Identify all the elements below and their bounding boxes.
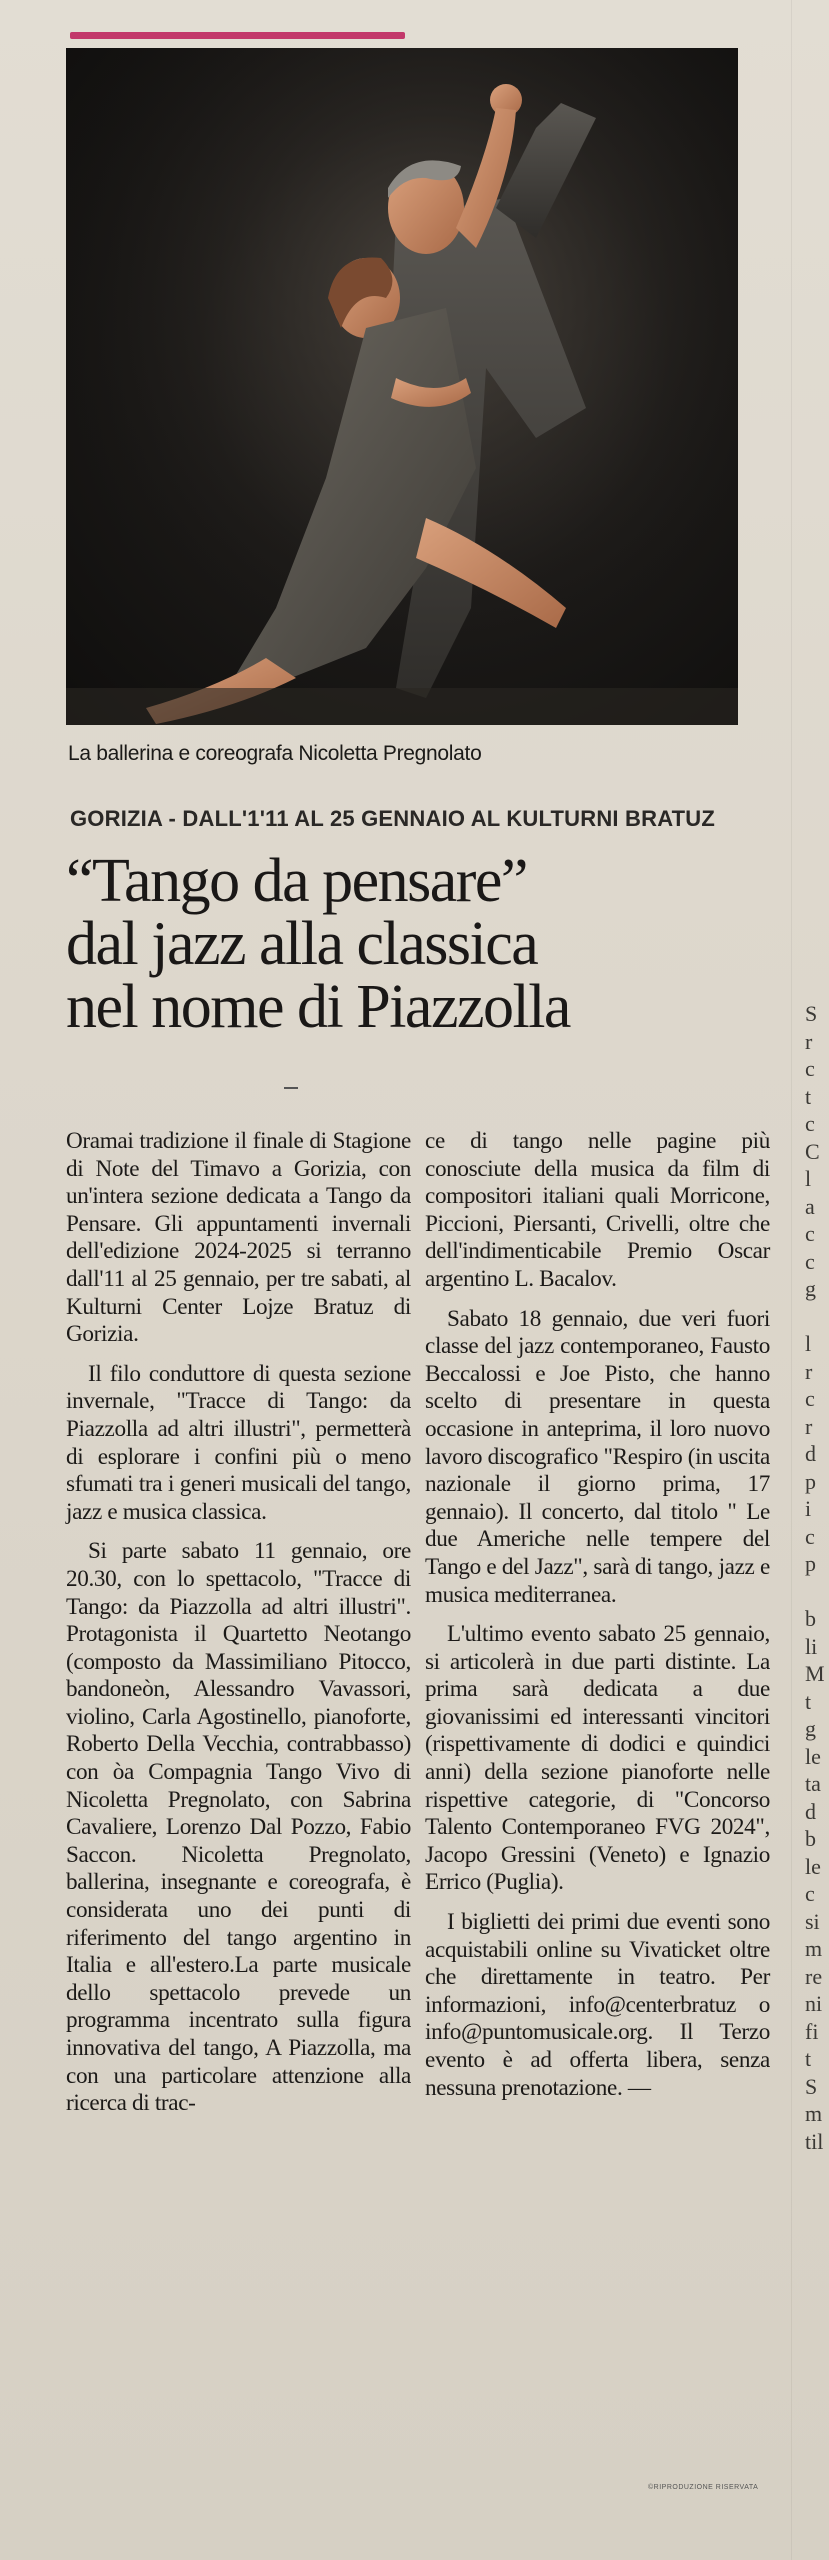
- adjacent-text-fragment: b: [805, 1606, 816, 1631]
- adjacent-text-fragment: re: [805, 1963, 823, 1989]
- adjacent-text-fragment: c: [805, 1111, 815, 1136]
- adjacent-text-fragment: S: [805, 1001, 818, 1026]
- column-gutter: [791, 0, 792, 2560]
- adjacent-text-fragment: t: [805, 1688, 812, 1714]
- adjacent-text-fragment: si: [805, 1908, 820, 1934]
- adjacent-text-fragment: c: [805, 1881, 815, 1906]
- article-paragraph: Oramai tradizione il finale di Stagione di Note del Timavo a Gorizia, con un'intera sezione dedicata a Tango da Pensare. Gli appuntamenti invernali dell'edizione 2024-2025 si terranno dall'11 al 25 gennaio, per tre sabati, al Kulturni Center Lojze Bratuz di Gorizia.: [66, 1128, 411, 1348]
- article-paragraph: Si parte sabato 11 gennaio, ore 20.30, con lo spettacolo, "Tracce di Tango: da Piazzolla ad altri illustri". Protagonista il Quartetto Neotango (composto da Massimiliano Pitocco, bandoneòn, Alessandro Vavassori, violino, Carla Agostinello, pianoforte, Roberto Della Vecchia, contrabbasso) con òa Compagnia Tango Vivo di Nicoletta Pregnolato, con Sabrina Cavaliere, Lorenzo Dal Pozzo, Fabio Saccon. Nicoletta Pregnolato, ballerina, insegnante e coreografa, è considerata uno dei punti di riferimento del tango argentino in Italia e all'estero.La parte musicale dello spettacolo prevede un programma incentrato sulla figura innovativa del tango, A Piazzolla, ma con una particolare attenzione alla ricerca di trac-: [66, 1538, 411, 2117]
- adjacent-text-fragment: t: [805, 2046, 812, 2071]
- adjacent-text-fragment: g: [805, 1716, 816, 1741]
- headline-line: nel nome di Piazzolla: [66, 973, 570, 1041]
- adjacent-text-fragment: m: [805, 2101, 823, 2126]
- adjacent-text-fragment: ni: [805, 1991, 823, 2016]
- adjacent-text-fragment: c: [805, 1386, 815, 1411]
- adjacent-text-fragment: le: [805, 1743, 821, 1769]
- adjacent-text-fragment: r: [805, 1413, 813, 1439]
- article-photo: [66, 48, 738, 725]
- adjacent-text-fragment: d: [805, 1798, 816, 1824]
- adjacent-text-fragment: le: [805, 1853, 821, 1879]
- article-paragraph: Sabato 18 gennaio, due veri fuori classe del jazz contemporaneo, Fausto Beccalossi e Joe Pisto, che hanno scelto di presentare in questa occasione in anteprima, il loro nuovo lavoro discografico "Respiro (in uscita nazionale il giorno prima, 17 gennaio). Il concerto, dal titolo " Le due Americhe nelle tempere del Tango e del Jazz", sarà di tango, jazz e musica mediterranea.: [425, 1305, 770, 1608]
- adjacent-text-fragment: S: [805, 2073, 818, 2099]
- adjacent-text-fragment: l: [805, 1166, 812, 1191]
- headline-line: dal jazz alla classica: [66, 910, 538, 978]
- adjacent-article-edge: [805, 1000, 829, 2560]
- adjacent-text-fragment: C: [805, 1138, 820, 1164]
- adjacent-text-fragment: r: [805, 1028, 813, 1054]
- adjacent-text-fragment: g: [805, 1276, 816, 1301]
- adjacent-text-fragment: c: [805, 1523, 815, 1549]
- tango-dancers-illustration: [66, 48, 738, 725]
- article-paragraph: I biglietti dei primi due eventi sono acquistabili online su Vivaticket oltre che direttamente in teatro. Per informazioni, info@centerbratuz o info@puntomusicale.org. Il Terzo evento è ad offerta libera, senza nessuna prenotazione. —: [425, 1909, 770, 2101]
- adjacent-text-fragment: r: [805, 1358, 813, 1384]
- adjacent-text-fragment: fi: [805, 2018, 819, 2044]
- article-paragraph: L'ultimo evento sabato 25 gennaio, si articolerà in due parti distinte. La prima sarà dedicata a due giovanissimi ed interessanti vincitori (rispettivamente di dodici e quindici anni) della sezione pianoforte nelle rispettive categorie, di "Concorso Talento Contemporaneo FVG 2024", Jacopo Gressini (Veneto) e Ignazio Errico (Puglia).: [425, 1621, 770, 1896]
- article-column-left: [66, 1128, 411, 2118]
- adjacent-text-fragment: p: [805, 1468, 816, 1494]
- adjacent-text-fragment: til: [805, 2128, 824, 2154]
- adjacent-text-fragment: i: [805, 1496, 812, 1521]
- article-paragraph: ce di tango nelle pagine più conosciute della musica da film di compositori italiani quali Morricone, Piccioni, Piersanti, Crivelli, oltre che dell'indimenticabile Premio Oscar argentino L. Bacalov.: [425, 1128, 770, 1292]
- adjacent-text-fragment: p: [805, 1551, 816, 1576]
- adjacent-text-fragment: m: [805, 1936, 823, 1961]
- adjacent-text-fragment: t: [805, 1083, 812, 1109]
- adjacent-text-fragment: d: [805, 1441, 816, 1466]
- headline-line: “Tango da pensare”: [66, 847, 527, 915]
- adjacent-text-fragment: a: [805, 1193, 815, 1219]
- adjacent-text-fragment: li: [805, 1633, 818, 1659]
- adjacent-text-fragment: l: [805, 1331, 812, 1356]
- article-kicker: GORIZIA - DALL'1'11 AL 25 GENNAIO AL KULTURNI BRATUZ: [70, 806, 716, 831]
- adjacent-text-fragment: [805, 1303, 829, 1331]
- headline-divider: [284, 1087, 298, 1089]
- photo-caption: La ballerina e coreografa Nicoletta Pregnolato: [68, 742, 482, 765]
- article-headline: [66, 847, 756, 1041]
- adjacent-text-fragment: ta: [805, 1771, 821, 1796]
- adjacent-text-fragment: c: [805, 1056, 815, 1081]
- article-paragraph: Il filo conduttore di questa sezione invernale, "Tracce di Tango: da Piazzolla ad altri illustri", permetterà di esplorare i confini più o meno sfumati tra i generi musicali del tango, jazz e musica classica.: [66, 1360, 411, 1525]
- article-column-right: [425, 1128, 770, 2102]
- copyright-notice: ©RIPRODUZIONE RISERVATA: [648, 2484, 759, 2491]
- adjacent-text-fragment: [805, 1578, 829, 1606]
- adjacent-text-fragment: c: [805, 1221, 815, 1246]
- section-accent-bar: [70, 32, 405, 39]
- adjacent-text-fragment: M: [805, 1661, 825, 1686]
- adjacent-text-fragment: c: [805, 1248, 815, 1274]
- adjacent-text-fragment: b: [805, 1826, 816, 1851]
